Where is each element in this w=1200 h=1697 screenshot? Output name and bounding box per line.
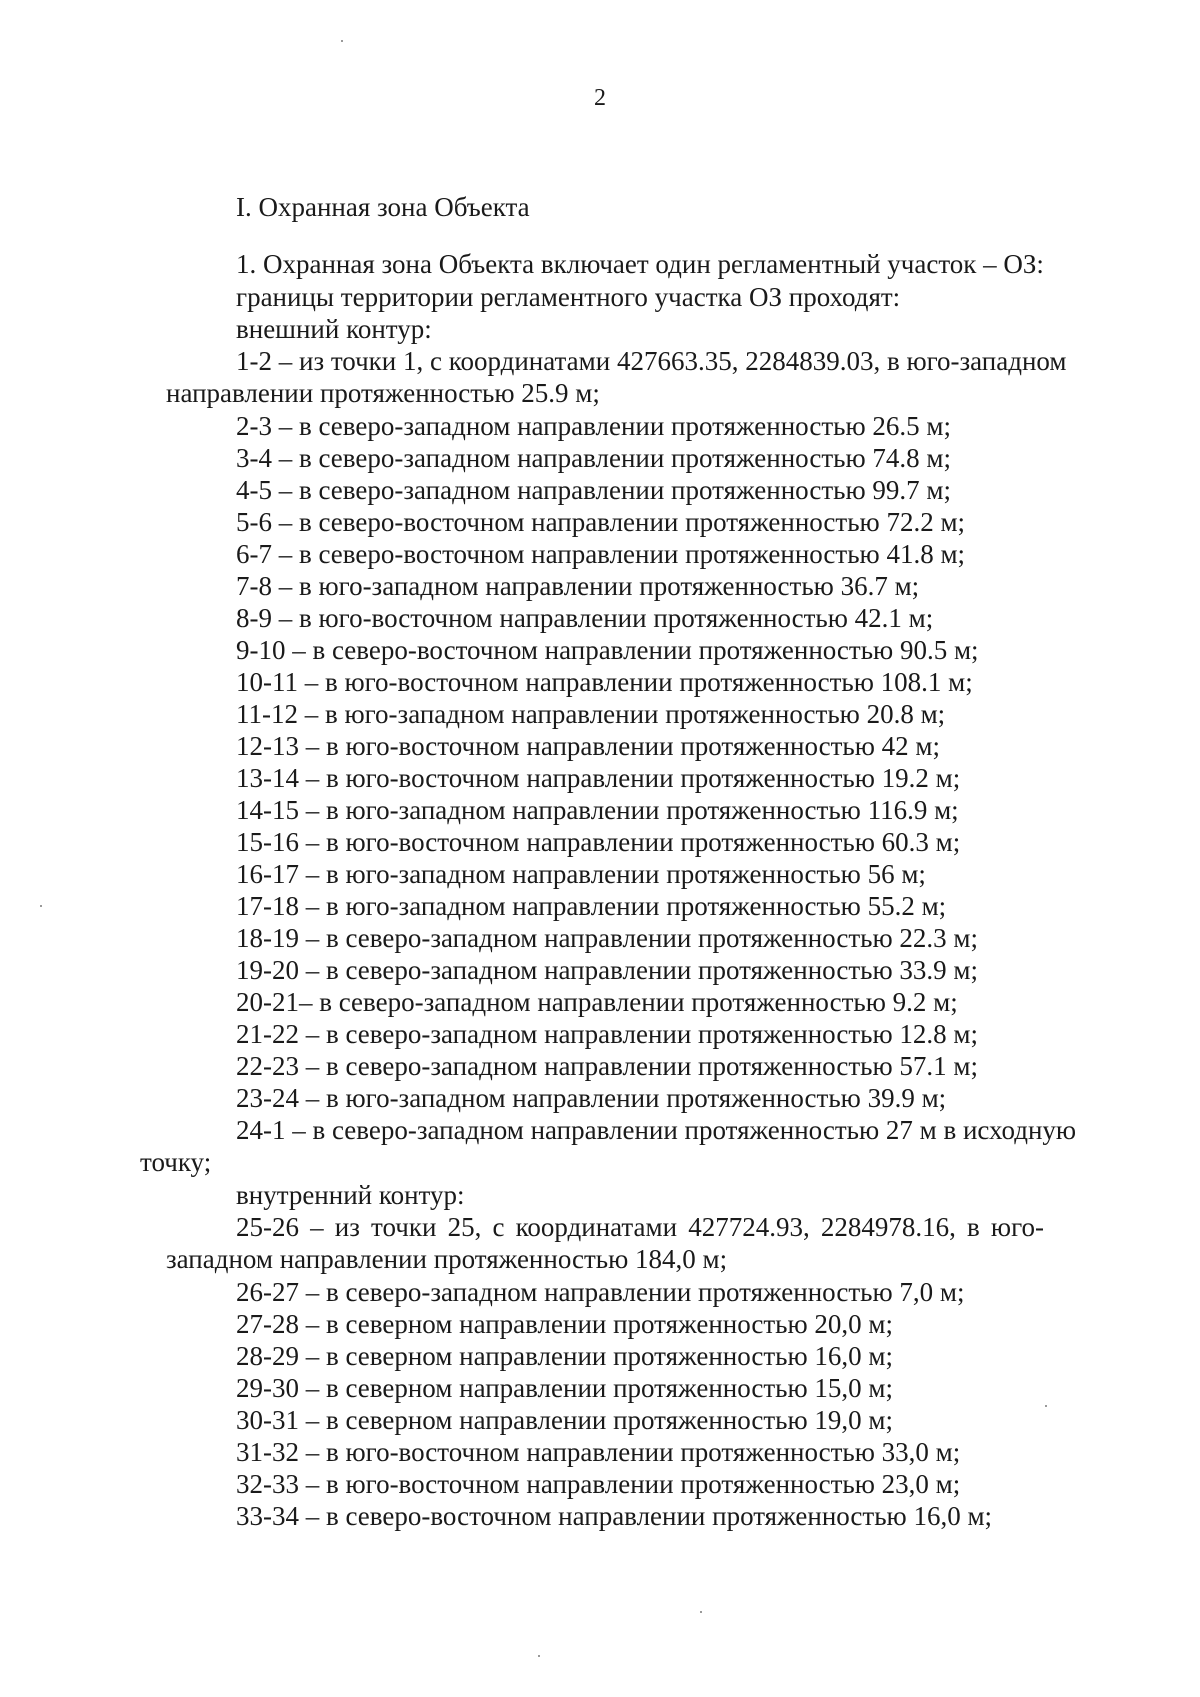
inner-segment: 33-34 – в северо-восточном направлении протяженностью 16,0 м; xyxy=(236,1501,993,1531)
outer-contour-label: внешний контур: xyxy=(236,314,432,344)
inner-segment-first-line-1: 25-26 – из точки 25, с координатами 427724.93, 2284978.16, в юго- xyxy=(236,1212,1044,1242)
outer-segment: 19-20 – в северо-западном направлении протяженностью 33.9 м; xyxy=(236,955,978,985)
outer-segment: 17-18 – в юго-западном направлении протяженностью 55.2 м; xyxy=(236,891,947,921)
scan-speck xyxy=(700,1611,702,1613)
inner-segment: 31-32 – в юго-восточном направлении протяженностью 33,0 м; xyxy=(236,1437,961,1467)
outer-segment: 3-4 – в северо-западном направлении протяженностью 74.8 м; xyxy=(236,443,951,473)
outer-segment: 12-13 – в юго-восточном направлении протяженностью 42 м; xyxy=(236,731,940,761)
inner-contour-label: внутренний контур: xyxy=(236,1180,465,1210)
intro-line-2: границы территории регламентного участка ОЗ проходят: xyxy=(236,282,901,312)
inner-segment: 30-31 – в северном направлении протяженностью 19,0 м; xyxy=(236,1405,894,1435)
outer-segment-last-line-2: точку; xyxy=(140,1147,212,1177)
outer-segment: 9-10 – в северо-восточном направлении протяженностью 90.5 м; xyxy=(236,635,979,665)
outer-segment: 16-17 – в юго-западном направлении протяженностью 56 м; xyxy=(236,859,926,889)
intro-line-1: 1. Охранная зона Объекта включает один регламентный участок – ОЗ: xyxy=(236,249,1044,279)
outer-segment: 18-19 – в северо-западном направлении протяженностью 22.3 м; xyxy=(236,923,978,953)
inner-segment: 26-27 – в северо-западном направлении протяженностью 7,0 м; xyxy=(236,1277,965,1307)
outer-segment: 2-3 – в северо-западном направлении протяженностью 26.5 м; xyxy=(236,411,951,441)
outer-segment: 4-5 – в северо-западном направлении протяженностью 99.7 м; xyxy=(236,475,951,505)
inner-segment: 27-28 – в северном направлении протяженностью 20,0 м; xyxy=(236,1309,894,1339)
outer-segment: 20-21– в северо-западном направлении протяженностью 9.2 м; xyxy=(236,987,958,1017)
outer-segment: 23-24 – в юго-западном направлении протяженностью 39.9 м; xyxy=(236,1083,947,1113)
outer-segment: 5-6 – в северо-восточном направлении протяженностью 72.2 м; xyxy=(236,507,966,537)
outer-segment: 15-16 – в юго-восточном направлении протяженностью 60.3 м; xyxy=(236,827,961,857)
page-number: 2 xyxy=(594,85,606,111)
outer-segment: 10-11 – в юго-восточном направлении протяженностью 108.1 м; xyxy=(236,667,973,697)
outer-segment: 13-14 – в юго-восточном направлении протяженностью 19.2 м; xyxy=(236,763,961,793)
section-heading: I. Охранная зона Объекта xyxy=(236,192,530,222)
outer-segment: 14-15 – в юго-западном направлении протяженностью 116.9 м; xyxy=(236,795,959,825)
inner-segment: 32-33 – в юго-восточном направлении протяженностью 23,0 м; xyxy=(236,1469,961,1499)
outer-segment: 21-22 – в северо-западном направлении протяженностью 12.8 м; xyxy=(236,1019,978,1049)
inner-segment-first-line-2: западном направлении протяженностью 184,0 м; xyxy=(166,1244,728,1274)
outer-segment: 8-9 – в юго-восточном направлении протяженностью 42.1 м; xyxy=(236,603,934,633)
outer-segment-first-line-2: направлении протяженностью 25.9 м; xyxy=(166,378,600,408)
outer-segment-last-line-1: 24-1 – в северо-западном направлении протяженностью 27 м в исходную xyxy=(236,1115,1077,1145)
outer-segment-first-line-1: 1-2 – из точки 1, с координатами 427663.35, 2284839.03, в юго-западном xyxy=(236,346,1067,376)
scan-speck xyxy=(40,905,42,907)
inner-segment: 28-29 – в северном направлении протяженностью 16,0 м; xyxy=(236,1341,894,1371)
scan-speck xyxy=(341,40,343,42)
inner-segment: 29-30 – в северном направлении протяженностью 15,0 м; xyxy=(236,1373,894,1403)
outer-segment: 7-8 – в юго-западном направлении протяженностью 36.7 м; xyxy=(236,571,920,601)
scan-speck xyxy=(1045,1405,1047,1407)
outer-segment: 11-12 – в юго-западном направлении протяженностью 20.8 м; xyxy=(236,699,946,729)
outer-segment: 22-23 – в северо-западном направлении протяженностью 57.1 м; xyxy=(236,1051,978,1081)
outer-segment: 6-7 – в северо-восточном направлении протяженностью 41.8 м; xyxy=(236,539,966,569)
scan-speck xyxy=(538,1655,540,1657)
